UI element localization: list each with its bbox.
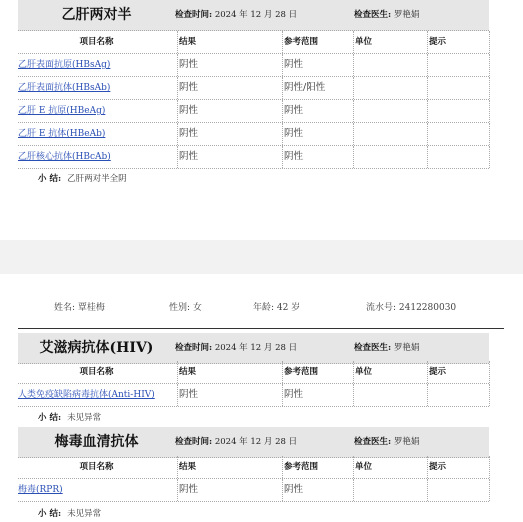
col-reference: 参考范围 xyxy=(282,456,354,478)
doctor-name: 罗艳娟 xyxy=(393,10,420,20)
summary-label: 小 结: xyxy=(38,413,62,423)
col-hint: 提示 xyxy=(427,361,490,383)
divider xyxy=(18,328,504,329)
reference-value: 阴性 xyxy=(282,100,354,122)
table-row xyxy=(18,479,489,502)
section-header xyxy=(18,0,489,31)
section-header xyxy=(18,427,489,458)
serial-number: 流水号: 2412280030 xyxy=(366,303,457,313)
doctor-name: 罗艳娟 xyxy=(393,437,420,447)
reference-value: 阴性 xyxy=(282,54,354,76)
summary-text: 乙肝两对半全阴 xyxy=(67,174,127,184)
section-header xyxy=(18,333,489,364)
result-value: 阴性 xyxy=(177,100,283,122)
table-row xyxy=(18,146,489,169)
date-label: 检查时间: xyxy=(175,10,213,20)
item-link[interactable]: 乙肝核心抗体(HBcAb) xyxy=(18,152,111,162)
result-value: 阴性 xyxy=(177,384,283,406)
col-item-name: 项目名称 xyxy=(79,37,114,47)
section-hiv xyxy=(18,333,489,425)
table-row xyxy=(18,100,489,123)
reference-value: 阴性 xyxy=(282,146,354,168)
doctor-label: 检查医生: xyxy=(354,343,392,353)
col-unit: 单位 xyxy=(353,361,428,383)
table-row xyxy=(18,54,489,77)
reference-value: 阴性/阳性 xyxy=(282,77,354,99)
table-header xyxy=(18,31,489,54)
result-value: 阴性 xyxy=(177,54,283,76)
patient-name: 姓名: 覃桂梅 xyxy=(54,303,105,313)
doctor-name: 罗艳娟 xyxy=(393,343,420,353)
col-hint: 提示 xyxy=(427,456,490,478)
doctor-label: 检查医生: xyxy=(354,437,392,447)
col-reference: 参考范围 xyxy=(282,31,354,53)
item-link[interactable]: 梅毒(RPR) xyxy=(18,485,63,495)
col-unit: 单位 xyxy=(353,456,428,478)
col-result: 结果 xyxy=(177,31,283,53)
date-label: 检查时间: xyxy=(175,343,213,353)
doctor-label: 检查医生: xyxy=(354,10,392,20)
summary-text: 未见异常 xyxy=(67,413,102,423)
result-value: 阴性 xyxy=(177,146,283,168)
table-row xyxy=(18,77,489,100)
item-link[interactable]: 乙肝 E 抗体(HBeAb) xyxy=(18,129,106,139)
patient-gender: 性别: 女 xyxy=(169,303,202,313)
item-link[interactable]: 乙肝表面抗体(HBsAb) xyxy=(18,83,111,93)
item-link[interactable]: 人类免疫缺陷病毒抗体(Anti-HIV) xyxy=(18,390,155,400)
section-syphilis xyxy=(18,427,489,522)
item-link[interactable]: 乙肝 E 抗原(HBeAg) xyxy=(18,106,106,116)
summary-text: 未见异常 xyxy=(67,509,102,519)
section-title: 艾滋病抗体(HIV) xyxy=(39,340,154,356)
page-gap xyxy=(0,240,523,274)
section-title: 梅毒血清抗体 xyxy=(54,434,139,450)
reference-value: 阴性 xyxy=(282,123,354,145)
col-item-name: 项目名称 xyxy=(79,462,114,472)
col-result: 结果 xyxy=(177,361,283,383)
summary xyxy=(38,411,101,423)
result-value: 阴性 xyxy=(177,77,283,99)
col-unit: 单位 xyxy=(353,31,428,53)
date-label: 检查时间: xyxy=(175,437,213,447)
table-row xyxy=(18,123,489,146)
table-header xyxy=(18,361,489,384)
table-header xyxy=(18,456,489,479)
result-value: 阴性 xyxy=(177,123,283,145)
col-item-name: 项目名称 xyxy=(79,367,114,377)
summary xyxy=(38,172,127,184)
reference-value: 阴性 xyxy=(282,479,354,501)
reference-value: 阴性 xyxy=(282,384,354,406)
exam-date: 2024 年 12 月 28 日 xyxy=(214,437,298,447)
col-reference: 参考范围 xyxy=(282,361,354,383)
summary xyxy=(38,507,101,519)
section-hbv xyxy=(18,0,489,195)
summary-label: 小 结: xyxy=(38,509,62,519)
section-title: 乙肝两对半 xyxy=(61,7,132,23)
exam-date: 2024 年 12 月 28 日 xyxy=(214,10,298,20)
item-link[interactable]: 乙肝表面抗原(HBsAg) xyxy=(18,60,111,70)
exam-date: 2024 年 12 月 28 日 xyxy=(214,343,298,353)
patient-age: 年龄: 42 岁 xyxy=(253,303,301,313)
summary-label: 小 结: xyxy=(38,174,62,184)
result-value: 阴性 xyxy=(177,479,283,501)
col-hint: 提示 xyxy=(427,31,490,53)
table-row xyxy=(18,384,489,407)
col-result: 结果 xyxy=(177,456,283,478)
